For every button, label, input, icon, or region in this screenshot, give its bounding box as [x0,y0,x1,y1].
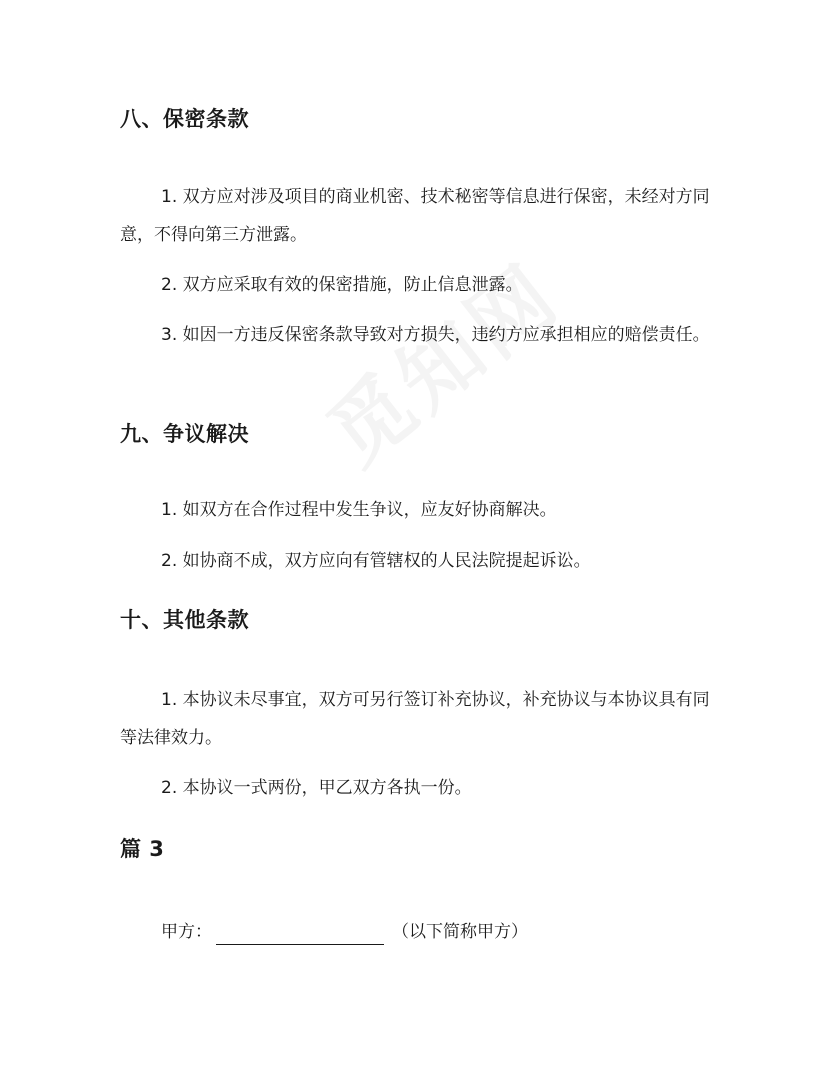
party-a-blank[interactable] [216,924,384,945]
clause-item: 1. 本协议未尽事宜，双方可另行签订补充协议，补充协议与本协议具有同等法律效力。 [120,690,710,748]
party-a-label: 甲方： [161,922,212,942]
part-heading: 篇 3 [120,837,165,861]
clause-item: 2. 双方应采取有效的保密措施，防止信息泄露。 [161,275,523,295]
section-heading-dispute-resolution: 九、争议解决 [120,422,249,446]
clause-item: 1. 如双方在合作过程中发生争议，应友好协商解决。 [161,500,557,520]
party-a-note: （以下简称甲方） [392,922,528,942]
clause-item: 1. 双方应对涉及项目的商业机密、技术秘密等信息进行保密，未经对方同意，不得向第三方泄露。 [120,187,710,245]
section-heading-confidentiality: 八、保密条款 [120,107,249,131]
clause-item: 3. 如因一方违反保密条款导致对方损失，违约方应承担相应的赔偿责任。 [161,325,710,345]
party-a-line [161,919,528,945]
clause-item: 2. 如协商不成，双方应向有管辖权的人民法院提起诉讼。 [161,551,591,571]
clause-item: 2. 本协议一式两份，甲乙双方各执一份。 [161,778,472,798]
section-heading-other-terms: 十、其他条款 [120,608,249,632]
